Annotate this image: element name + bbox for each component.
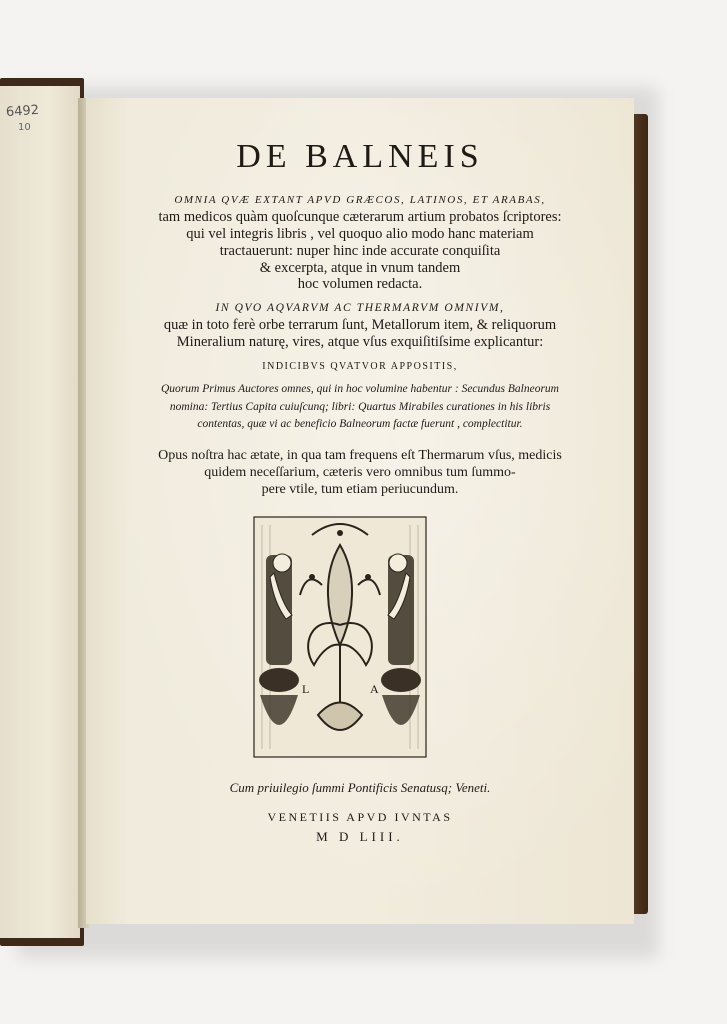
indices-heading: INDICIBVS QVATVOR APPOSITIS, (262, 361, 458, 372)
text-line: quæ in toto ferè orbe terrarum ſunt, Metallorum item, & reliquorum (163, 317, 557, 333)
privilege-line: Cum priuilegio ſummi Pontificis Senatusq; Veneti. (229, 780, 491, 795)
printers-device-woodcut (252, 515, 428, 759)
book-title: DE BALNEIS (236, 138, 484, 175)
device-initial-a: A (370, 682, 379, 696)
device-initial-l: L (302, 682, 310, 696)
imprint-line: VENETIIS APVD IVNTAS (267, 810, 453, 824)
text-line: qui vel integris libris , vel quoquo alio modo hanc materiam (186, 226, 534, 242)
text-line: quidem neceſſarium, cæteris vero omnibus tum ſummo- (204, 465, 516, 480)
lily-device-illustration (252, 515, 428, 759)
text-line: tractauerunt: nuper hinc inde accurate conquiſita (219, 243, 501, 259)
text-line: pere vtile, tum etiam periucundum. (261, 482, 459, 497)
shelfmark-note: 6492 (5, 102, 40, 121)
text-line: & excerpta, atque in vnum tandem (259, 260, 461, 276)
text-line: Mineralium naturę, vires, atque vſus exquiſitiſsime explicantur: (176, 334, 544, 350)
italic-line: Quorum Primus Auctores omnes, qui in hoc volumine habentur : Secundus Balneorum (161, 383, 559, 395)
title-page (86, 98, 634, 924)
imprint-year: M D LIII. (316, 829, 404, 844)
text-line: Opus noſtra hac ætate, in qua tam frequens eſt Thermarum vſus, medicis (158, 448, 562, 463)
section-heading: IN QVO AQVARVM AC THERMARVM OMNIVM, (215, 302, 505, 314)
subtitle-caps-line: OMNIA QVÆ EXTANT APVD GRÆCOS, LATINOS, ET ARABAS, (174, 194, 546, 206)
text-line: tam medicos quàm quoſcunque cæterarum artium probatos ſcriptores: (158, 209, 562, 225)
italic-line: nomina: Tertius Capita cuiuſcunq; libri: Quartus Mirabiles curationes in his libris (169, 401, 551, 413)
left-flyleaf (0, 86, 80, 938)
italic-line: contentas, quæ vi ac beneficio Balneorum factæ fuerunt , complectitur. (197, 418, 523, 430)
text-line: hoc volumen redacta. (297, 276, 423, 292)
pencil-note: 10 (18, 122, 31, 133)
